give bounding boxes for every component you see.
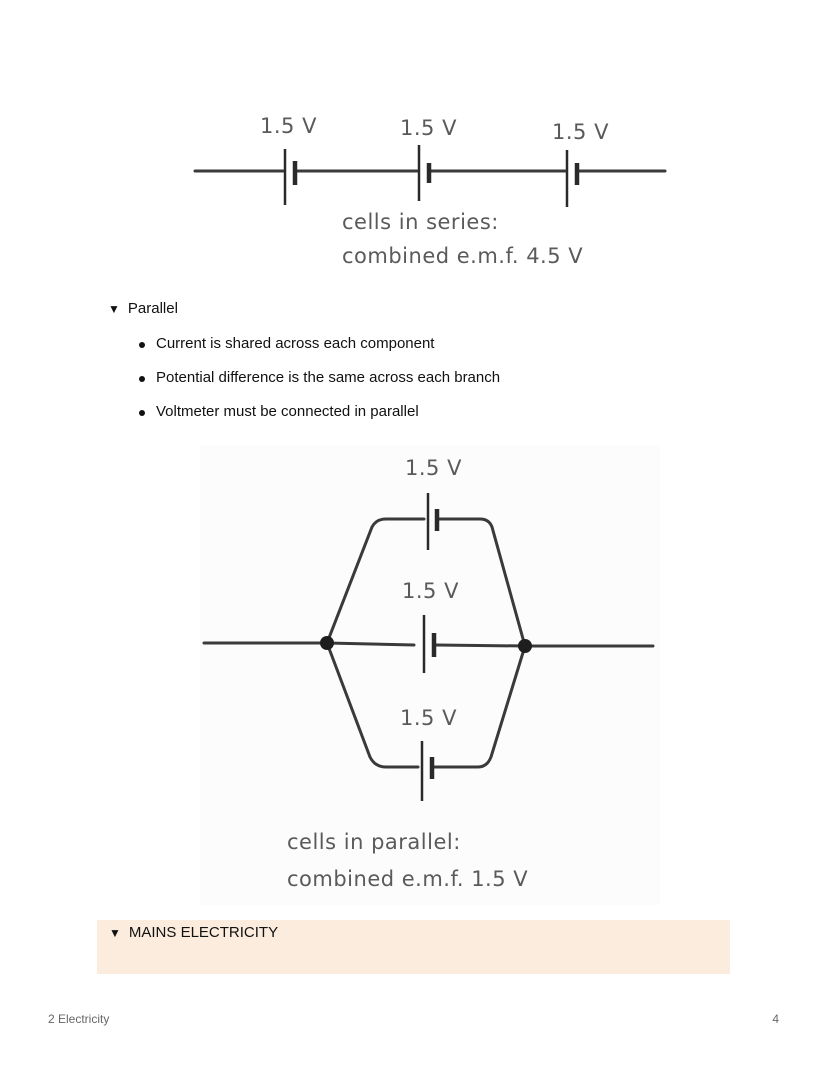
series-cell-3-label: 1.5 V bbox=[552, 120, 609, 144]
footer-section-title: 2 Electricity bbox=[48, 1012, 110, 1026]
parallel-caption-line-1: cells in parallel: bbox=[287, 830, 461, 854]
parallel-toggle-title: Parallel bbox=[127, 300, 178, 317]
footer-page-number: 4 bbox=[772, 1012, 779, 1026]
parallel-toggle[interactable] bbox=[108, 300, 178, 317]
triangle-down-icon: ▼ bbox=[109, 925, 121, 940]
mains-electricity-callout bbox=[97, 920, 730, 974]
mains-electricity-title: MAINS ELECTRICITY bbox=[128, 924, 279, 941]
parallel-mid-cell-label: 1.5 V bbox=[402, 579, 459, 603]
parallel-top-cell-label: 1.5 V bbox=[405, 456, 462, 480]
list-item: Voltmeter must be connected in parallel bbox=[136, 401, 500, 435]
series-caption-line-2: combined e.m.f. 4.5 V bbox=[342, 244, 584, 268]
left-junction-node bbox=[320, 636, 334, 650]
parallel-caption-line-2: combined e.m.f. 1.5 V bbox=[287, 867, 529, 891]
series-circuit-diagram bbox=[185, 105, 675, 280]
series-caption-line-1: cells in series: bbox=[342, 210, 499, 234]
series-cell-2-label: 1.5 V bbox=[400, 116, 457, 140]
parallel-bullet-list bbox=[136, 333, 500, 435]
list-item: Potential difference is the same across each branch bbox=[136, 367, 500, 401]
triangle-down-icon: ▼ bbox=[108, 301, 120, 316]
mains-electricity-toggle[interactable] bbox=[109, 924, 718, 941]
parallel-bottom-cell-label: 1.5 V bbox=[400, 706, 457, 730]
series-cell-1-label: 1.5 V bbox=[260, 114, 317, 138]
right-junction-node bbox=[518, 639, 532, 653]
parallel-circuit-diagram bbox=[200, 445, 660, 905]
list-item: Current is shared across each component bbox=[136, 333, 500, 367]
